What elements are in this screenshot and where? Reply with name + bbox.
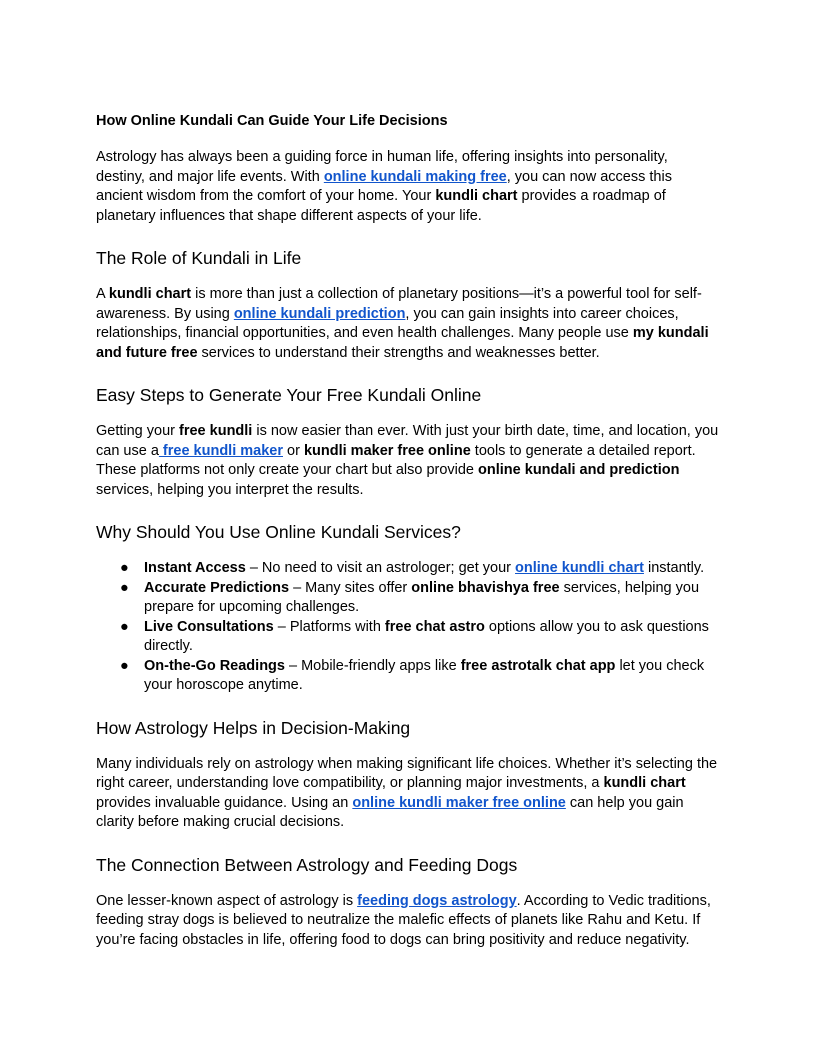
text-run: , you can gain insights into career choices, relationships, financial opportunities, and even health challenges. Many people use [96, 305, 679, 341]
bold-term: kundli chart [435, 188, 518, 204]
bold-term: Live Consultations [144, 618, 274, 635]
bold-term: online bhavishya free [411, 579, 560, 596]
link-online-kundali-prediction[interactable]: online kundali prediction [233, 305, 406, 322]
text-run: or [283, 442, 304, 459]
list-item [120, 657, 720, 696]
bullet-icon: ● [120, 657, 129, 674]
text-run: Many individuals rely on astrology when making significant life choices. Whether it’s selecting the right career, understanding love compatibility, or planning major investments, a [96, 755, 718, 791]
bold-term: kundli chart [108, 286, 192, 302]
link-online-kundli-maker-free-online[interactable]: online kundli maker free online [352, 794, 566, 811]
heading-decision-making: How Astrology Helps in Decision-Making [96, 717, 411, 738]
document-title: How Online Kundali Can Guide Your Life Decisions [96, 113, 448, 129]
text-run: services to understand their strengths and weaknesses better. [197, 344, 600, 361]
text-run: provides invaluable guidance. Using an [96, 794, 353, 811]
text-run: services, helping you prepare for upcoming challenges. [144, 579, 700, 615]
list-item [120, 579, 720, 618]
list-item [120, 559, 720, 579]
role-paragraph [96, 285, 720, 363]
heading-role-of-kundali: The Role of Kundali in Life [96, 248, 302, 268]
text-run: A [96, 286, 109, 302]
steps-paragraph [96, 422, 720, 500]
text-run: is now easier than ever. With just your birth date, time, and location, you can use a [96, 423, 719, 459]
bullet-icon: ● [120, 579, 129, 596]
intro-paragraph [96, 148, 720, 226]
heading-easy-steps: Easy Steps to Generate Your Free Kundali Online [96, 385, 482, 405]
bold-term: Instant Access [144, 560, 246, 576]
text-run: services, helping you interpret the results. [96, 481, 364, 498]
text-run: – Mobile-friendly apps like [284, 657, 461, 674]
benefits-list [96, 559, 720, 696]
bold-term: On-the-Go Readings [144, 657, 285, 674]
text-run: – Platforms with [273, 618, 385, 635]
bold-term: my kundali and future free [96, 325, 709, 361]
link-feeding-dogs-astrology[interactable]: feeding dogs astrology [357, 892, 517, 909]
text-run: Getting your [96, 423, 180, 439]
decision-paragraph [96, 755, 720, 833]
text-run: can help you gain clarity before making crucial decisions. [96, 794, 684, 830]
bold-term: Accurate Predictions [144, 579, 290, 596]
link-online-kundli-chart[interactable]: online kundli chart [515, 560, 644, 576]
text-run: Astrology has always been a guiding force in human life, offering insights into personality, destiny, and major life events. With [96, 149, 668, 185]
dogs-paragraph [96, 892, 720, 951]
bullet-icon: ● [120, 560, 129, 576]
heading-feeding-dogs: The Connection Between Astrology and Feeding Dogs [96, 854, 518, 875]
text-run: let you check your horoscope anytime. [144, 657, 705, 693]
heading-why-use-online-kundali: Why Should You Use Online Kundali Services? [96, 522, 461, 542]
text-run: is more than just a collection of planetary positions—it’s a powerful tool for self-awareness. By using [96, 286, 702, 322]
text-run: options allow you to ask questions directly. [144, 618, 709, 654]
bold-term: online kundali and prediction [478, 462, 680, 478]
text-run: tools to generate a detailed report. These platforms not only create your chart but also provide [96, 442, 696, 478]
bullet-icon: ● [120, 618, 129, 635]
text-run: . According to Vedic traditions, feeding stray dogs is believed to neutralize the malefic effects of planets like Rahu and Ketu. If you’re facing obstacles in life, offering food to dogs can bring positivity and reduce negativity. [96, 892, 711, 948]
bold-term: kundli maker free online [303, 442, 471, 459]
link-online-kundali-making-free[interactable]: online kundali making free [323, 168, 507, 185]
text-run: One lesser-known aspect of astrology is [96, 892, 358, 909]
bold-term: kundli chart [603, 775, 686, 791]
bold-term: free astrotalk chat app [460, 657, 616, 674]
bold-term: free chat astro [384, 618, 485, 635]
text-run: , you can now access this ancient wisdom from the comfort of your home. Your [96, 168, 672, 204]
bold-term: free kundli [179, 423, 253, 439]
text-run: – No need to visit an astrologer; get your [245, 560, 516, 576]
text-run: provides a roadmap of planetary influences that shape different aspects of your life. [96, 188, 666, 224]
link-free-kundli-maker[interactable]: free kundli maker [158, 442, 283, 459]
list-item [120, 618, 720, 657]
text-run: – Many sites offer [289, 579, 412, 596]
text-run: instantly. [643, 560, 705, 576]
